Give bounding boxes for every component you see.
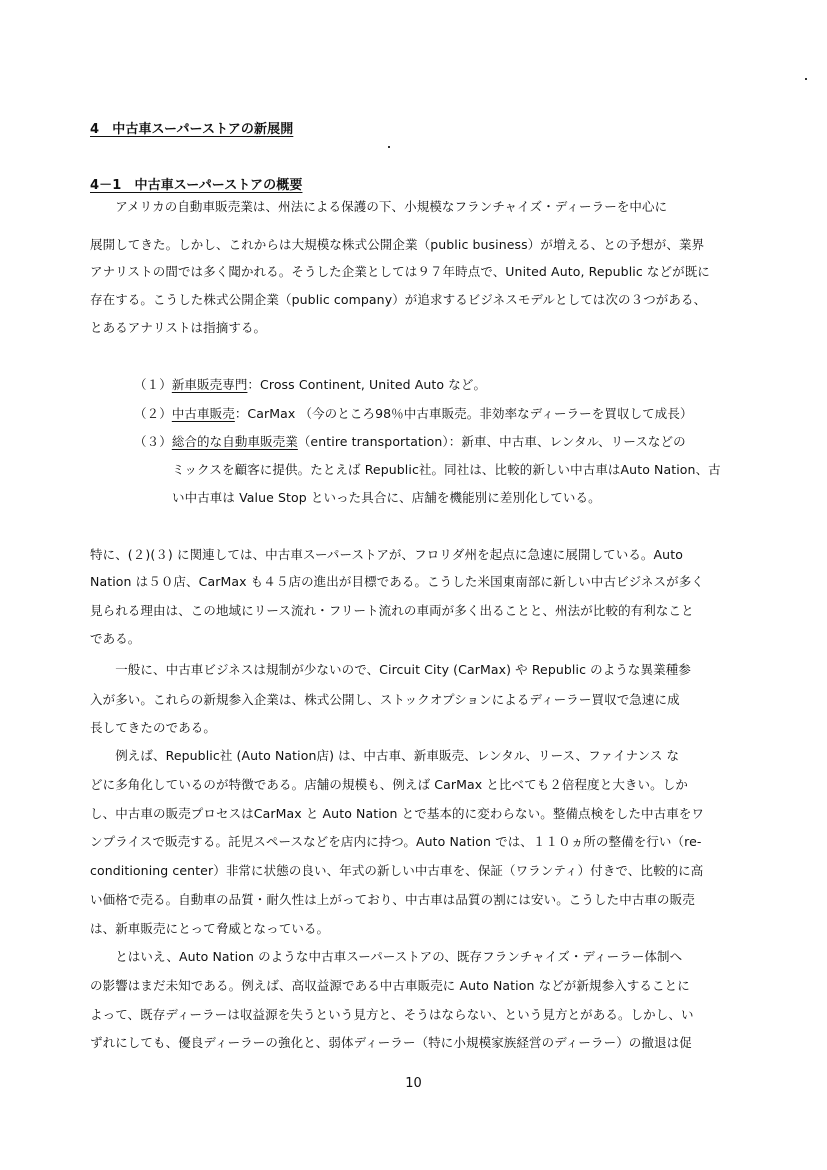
paragraph-line: よって、既存ディーラーは収益源を失うという見方と、そうはならない、という見方とがある。しかし、い (90, 1007, 694, 1022)
page-number: 10 (405, 1076, 422, 1091)
scan-speck (805, 78, 807, 80)
section-heading: 4 中古車スーパーストアの新展開 (90, 122, 294, 137)
list-term: 総合的な自動車販売業 (171, 434, 298, 449)
scan-speck (388, 146, 390, 148)
list-number: （２） (134, 406, 172, 421)
paragraph-line: Nation は５０店、CarMax も４５店の進出が目標である。こうした米国東南部に新しい中古ビジネスが多く (90, 574, 704, 589)
list-term: 新車販売専門 (171, 377, 248, 392)
paragraph-line: 展開してきた。しかし、これからは大規模な株式公開企業（public business）が増える、との予想が、業界 (90, 237, 705, 252)
paragraph-line: ずれにしても、優良ディーラーの強化と、弱体ディーラー（特に小規模家族経営のディーラー）の撤退は促 (90, 1035, 692, 1050)
paragraph-line: アナリストの間では多く聞かれる。そうした企業としては９７年時点で、United Auto, Republic などが既に (90, 264, 710, 279)
paragraph-line: アメリカの自動車販売業は、州法による保護の下、小規模なフランチャイズ・ディーラーを中心に (90, 199, 668, 214)
paragraph-line: ンプライスで販売する。託児スペースなどを店内に持つ。Auto Nation では、１１０ヵ所の整備を行い（re- (90, 834, 702, 849)
paragraph-line: とはいえ、Auto Nation のような中古車スーパーストアの、既存フランチャイズ・ディーラー体制へ (90, 949, 683, 964)
list-term: 中古車販売 (171, 406, 235, 421)
paragraph-line: い価格で売る。自動車の品質・耐久性は上がっており、中古車は品質の割には安い。こうした中古車の販売 (90, 892, 695, 907)
list-continuation: ミックスを顧客に提供。たとえば Republic社。同社は、比較的新しい中古車はAuto Nation、古 (172, 462, 721, 477)
paragraph-line: 存在する。こうした株式公開企業（public company）が追求するビジネスモデルとしては次の３つがある、 (90, 292, 707, 307)
list-text: ：CarMax （今のところ98％中古車販売。非効率なディーラーを買収して成長） (234, 406, 693, 421)
paragraph-line: 見られる理由は、この地域にリース流れ・フリート流れの車両が多く出ることと、州法が比較的有利なこと (90, 603, 694, 618)
list-text: ：Cross Continent, United Auto など。 (247, 377, 487, 392)
list-item (134, 404, 693, 422)
paragraph-line: とあるアナリストは指摘する。 (90, 320, 267, 335)
list-number: （３） (134, 434, 172, 449)
list-continuation: い中古車は Value Stop といった具合に、店舗を機能別に差別化している。 (172, 490, 601, 505)
paragraph-line: し、中古車の販売プロセスはCarMax と Auto Nation とで基本的に変わらない。整備点検をした中古車をワ (90, 806, 705, 821)
list-text: （entire transportation）：新車、中古車、レンタル、リースなどの (297, 434, 686, 449)
list-item (134, 432, 686, 450)
paragraph-line: 入が多い。これらの新規参入企業は、株式公開し、ストックオプションによるディーラー買収で急速に成 (90, 692, 680, 707)
subsection-heading: 4－1 中古車スーパーストアの概要 (90, 178, 303, 193)
list-number: （１） (134, 377, 172, 392)
list-item (134, 375, 486, 393)
paragraph-line: の影響はまだ未知である。例えば、高収益源である中古車販売に Auto Nation などが新規参入することに (90, 978, 690, 993)
paragraph-line: 例えば、Republic社 (Auto Nation店) は、中古車、新車販売、レンタル、リース、ファイナンス な (90, 748, 680, 763)
paragraph-line: 長してきたのである。 (90, 720, 217, 735)
paragraph-line: は、新車販売にとって脅威となっている。 (90, 921, 330, 936)
paragraph-line: である。 (90, 631, 141, 646)
paragraph-line: 一般に、中古車ビジネスは規制が少ないので、Circuit City (CarMax) や Republic のような異業種参 (90, 662, 691, 677)
paragraph-line: どに多角化しているのが特徴である。店舗の規模も、例えば CarMax と比べても２倍程度と大きい。しか (90, 777, 688, 792)
paragraph-line: 特に、(２)(３) に関連しては、中古車スーパーストアが、フロリダ州を起点に急速に展開している。Auto (90, 547, 683, 562)
paragraph-line: conditioning center）非常に状態の良い、年式の新しい中古車を、保証（ワランティ）付きで、比較的に高 (90, 863, 704, 878)
